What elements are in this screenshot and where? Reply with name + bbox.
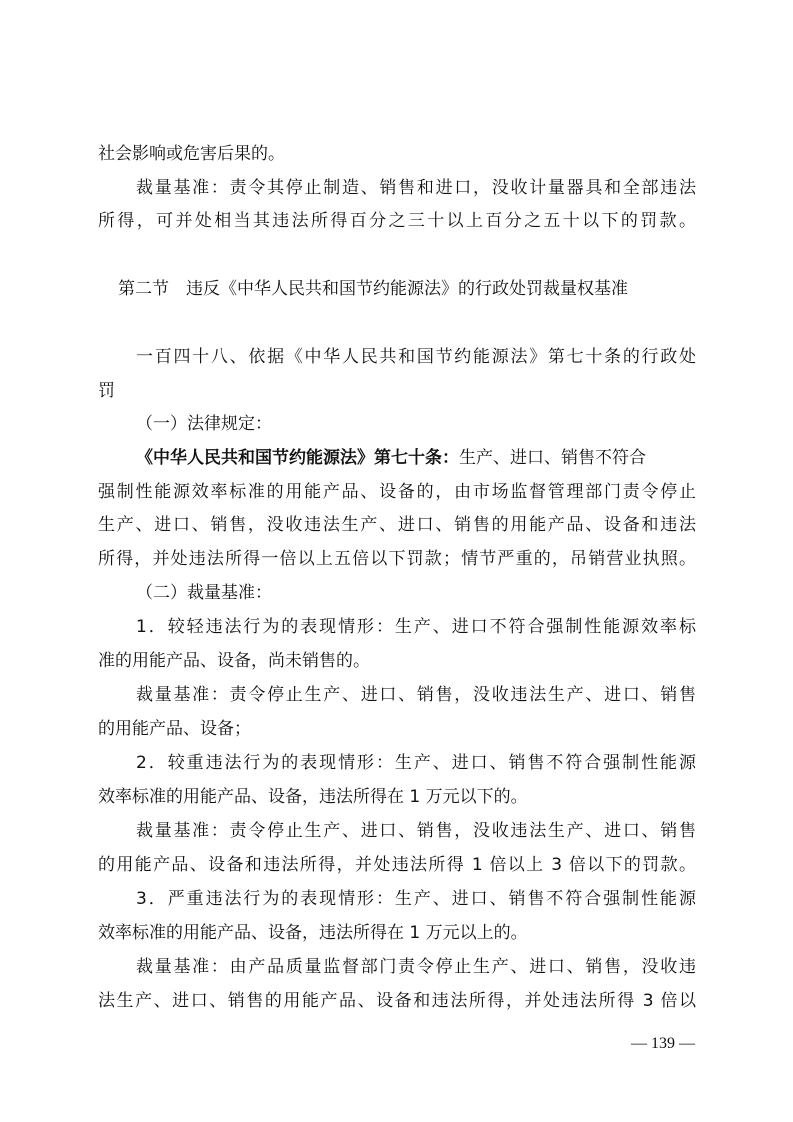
paragraph-line: 裁量基准：责令停止生产、进口、销售，没收违法生产、进口、销售	[136, 685, 696, 705]
subheading-legal-provision: （一）法律规定：	[136, 414, 272, 434]
paragraph-line: 3．严重违法行为的表现情形：生产、进口、销售不符合强制性能源	[136, 889, 696, 909]
document-page	[98, 0, 696, 1122]
paragraph-line: 准的用能产品、设备，尚未销售的。	[98, 651, 370, 671]
paragraph-line: 2．较重违法行为的表现情形：生产、进口、销售不符合强制性能源	[136, 753, 696, 773]
paragraph-line: 裁量基准：责令其停止制造、销售和进口，没收计量器具和全部违法	[136, 178, 696, 198]
paragraph-line: 强制性能源效率标准的用能产品、设备的，由市场监督管理部门责令停止	[98, 482, 696, 502]
paragraph-line: 生产、进口、销售，没收违法生产、进口、销售的用能产品、设备和违法	[98, 515, 696, 535]
paragraph-line: 裁量基准：由产品质量监督部门责令停止生产、进口、销售，没收违	[136, 957, 696, 977]
section-heading: 第二节 违反《中华人民共和国节约能源法》的行政处罚裁量权基准	[118, 279, 628, 299]
article-heading: 罚	[98, 381, 115, 401]
paragraph-line: 法生产、进口、销售的用能产品、设备和违法所得，并处违法所得 3 倍以	[98, 991, 696, 1011]
paragraph-line: 裁量基准：责令停止生产、进口、销售，没收违法生产、进口、销售	[136, 821, 696, 841]
paragraph-line: 效率标准的用能产品、设备，违法所得在 1 万元以上的。	[98, 923, 528, 943]
paragraph-line	[98, 445, 696, 471]
paragraph-line: 社会影响或危害后果的。	[98, 144, 285, 164]
paragraph-line: 效率标准的用能产品、设备，违法所得在 1 万元以下的。	[98, 787, 528, 807]
paragraph-line: 所得，可并处相当其违法所得百分之三十以上百分之五十以下的罚款。	[98, 211, 696, 231]
article-heading: 一百四十八、依据《中华人民共和国节约能源法》第七十条的行政处	[136, 347, 696, 367]
paragraph-line: 所得，并处违法所得一倍以上五倍以下罚款；情节严重的，吊销营业执照。	[98, 549, 696, 569]
law-citation: 《中华人民共和国节约能源法》第七十条：	[136, 448, 459, 468]
paragraph-line: 的用能产品、设备；	[98, 719, 251, 739]
law-text: 生产、进口、销售不符合	[459, 448, 646, 468]
paragraph-line: 的用能产品、设备和违法所得，并处违法所得 1 倍以上 3 倍以下的罚款。	[98, 855, 696, 875]
page-number: — 139 —	[631, 1035, 695, 1052]
paragraph-line: 1．较轻违法行为的表现情形：生产、进口不符合强制性能源效率标	[136, 617, 696, 637]
subheading-criteria: （二）裁量基准：	[136, 583, 272, 603]
